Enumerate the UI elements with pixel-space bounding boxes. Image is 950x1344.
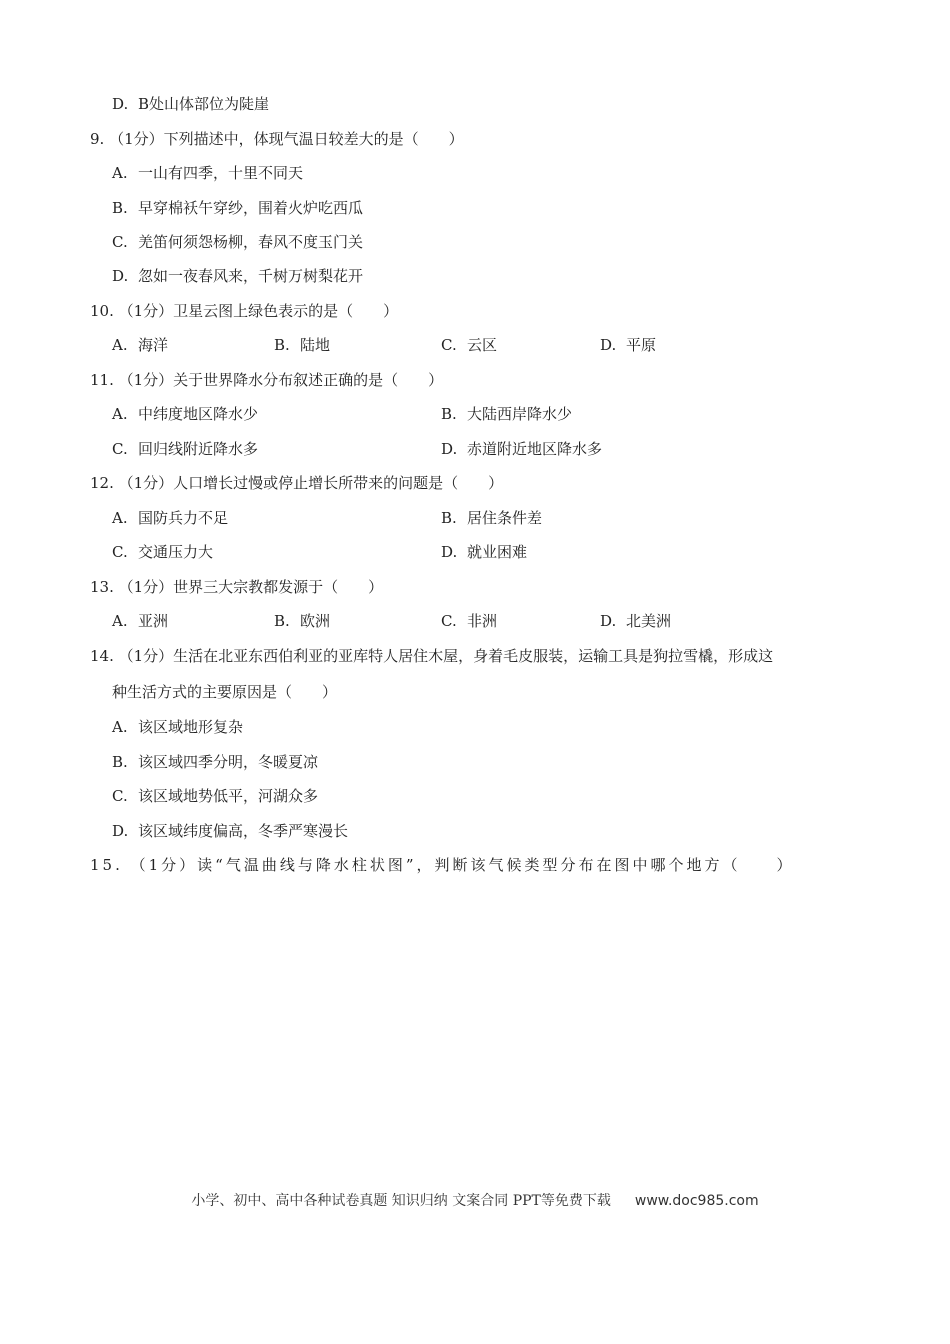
- q13-option-c: [441, 611, 497, 631]
- option-text: 该区域四季分明，冬暖夏凉: [138, 753, 319, 771]
- question-12-stem: 12. （1分）人口增长过慢或停止增长所带来的问题是（ ）: [90, 474, 504, 492]
- option-text: 居住条件差: [467, 509, 543, 527]
- q9-option-a: [112, 163, 303, 183]
- option-text: 该区域地形复杂: [138, 718, 244, 736]
- option-letter: A.: [112, 164, 128, 182]
- q11-option-b: [441, 404, 572, 424]
- option-letter: A.: [112, 405, 128, 423]
- option-text: 北美洲: [626, 612, 672, 630]
- q11-option-c: [112, 439, 258, 459]
- footer-website[interactable]: www.doc985.com: [634, 1193, 759, 1209]
- q9-option-c: [112, 232, 363, 252]
- option-text: 中纬度地区降水少: [138, 405, 259, 423]
- option-text: 平原: [626, 336, 657, 354]
- q12-option-a: [112, 508, 228, 528]
- q8-option-d: [112, 94, 269, 114]
- option-letter: D.: [600, 612, 617, 630]
- q13-option-d: [600, 611, 671, 631]
- q10-option-b: [274, 335, 330, 355]
- option-text: 国防兵力不足: [138, 509, 229, 527]
- footer-text: 小学、初中、高中各种试卷真题 知识归纳 文案合同 PPT等免费下载: [191, 1193, 611, 1209]
- q11-option-a: [112, 404, 258, 424]
- q9-option-b: [112, 198, 363, 218]
- option-letter: B.: [274, 612, 290, 630]
- option-letter: D.: [600, 336, 617, 354]
- option-letter: C.: [441, 612, 457, 630]
- option-text: 云区: [467, 336, 498, 354]
- option-text: 一山有四季，十里不同天: [138, 164, 304, 182]
- q10-option-d: [600, 335, 656, 355]
- q14-option-c: [112, 786, 318, 806]
- option-letter: B.: [441, 509, 457, 527]
- question-13-stem: 13. （1分）世界三大宗教都发源于（ ）: [90, 578, 384, 596]
- q12-option-b: [441, 508, 542, 528]
- option-text: 非洲: [467, 612, 498, 630]
- page-footer: [0, 1191, 950, 1211]
- q10-option-a: [112, 335, 168, 355]
- option-text: 陆地: [300, 336, 331, 354]
- q14-option-a: [112, 717, 243, 737]
- question-14-stem-continued: 种生活方式的主要原因是（ ）: [112, 683, 338, 701]
- option-letter: B.: [112, 753, 128, 771]
- q14-option-d: [112, 821, 348, 841]
- option-letter: A.: [112, 612, 128, 630]
- option-text: 该区域纬度偏高，冬季严寒漫长: [138, 822, 349, 840]
- option-letter: A.: [112, 509, 128, 527]
- option-letter: B.: [112, 199, 128, 217]
- option-letter: D.: [112, 95, 129, 113]
- question-9-stem: 9. （1分）下列描述中，体现气温日较差大的是（ ）: [90, 130, 464, 148]
- option-letter: B.: [441, 405, 457, 423]
- q13-option-b: [274, 611, 330, 631]
- option-text: 交通压力大: [138, 543, 214, 561]
- option-letter: A.: [112, 718, 128, 736]
- option-letter: D.: [441, 440, 458, 458]
- question-15-stem: 15. （1分）读“气温曲线与降水柱状图”，判断该气候类型分布在图中哪个地方（ ）: [90, 856, 795, 874]
- option-letter: C.: [112, 440, 128, 458]
- option-text: 欧洲: [300, 612, 331, 630]
- option-letter: A.: [112, 336, 128, 354]
- option-letter: C.: [112, 233, 128, 251]
- q9-option-d: [112, 266, 363, 286]
- option-letter: C.: [441, 336, 457, 354]
- option-letter: C.: [112, 787, 128, 805]
- q12-option-d: [441, 542, 527, 562]
- option-text: 大陆西岸降水少: [467, 405, 573, 423]
- q14-option-b: [112, 752, 318, 772]
- option-letter: D.: [112, 267, 129, 285]
- question-11-stem: 11. （1分）关于世界降水分布叙述正确的是（ ）: [90, 371, 444, 389]
- q13-option-a: [112, 611, 168, 631]
- option-text: B处山体部位为陡崖: [138, 95, 270, 113]
- q10-option-c: [441, 335, 497, 355]
- option-letter: D.: [441, 543, 458, 561]
- option-text: 亚洲: [138, 612, 169, 630]
- question-14-stem: 14. （1分）生活在北亚东西伯利亚的亚库特人居住木屋，身着毛皮服装，运输工具是狗拉雪橇，形成这: [90, 647, 774, 665]
- option-letter: C.: [112, 543, 128, 561]
- option-text: 忽如一夜春风来，千树万树梨花开: [138, 267, 364, 285]
- option-text: 海洋: [138, 336, 169, 354]
- question-10-stem: 10. （1分）卫星云图上绿色表示的是（ ）: [90, 302, 399, 320]
- option-text: 就业困难: [467, 543, 528, 561]
- option-letter: D.: [112, 822, 129, 840]
- option-text: 早穿棉袄午穿纱，围着火炉吃西瓜: [138, 199, 364, 217]
- q12-option-c: [112, 542, 213, 562]
- option-text: 羌笛何须怨杨柳，春风不度玉门关: [138, 233, 364, 251]
- q11-option-d: [441, 439, 602, 459]
- option-text: 回归线附近降水多: [138, 440, 259, 458]
- option-text: 赤道附近地区降水多: [467, 440, 603, 458]
- option-text: 该区域地势低平，河湖众多: [138, 787, 319, 805]
- option-letter: B.: [274, 336, 290, 354]
